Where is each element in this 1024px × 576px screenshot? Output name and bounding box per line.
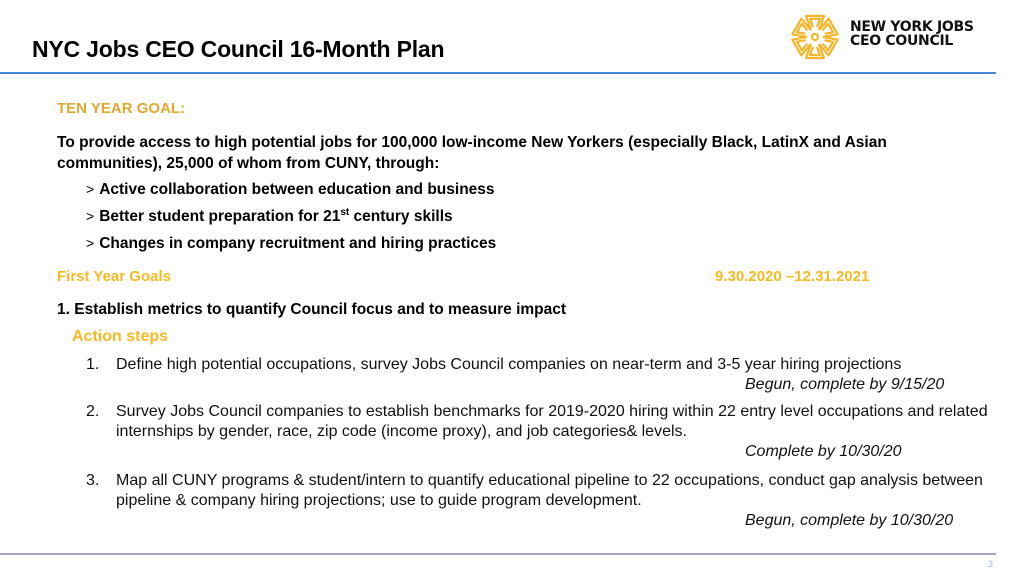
logo [790, 12, 980, 62]
chevron-right-icon: > [86, 235, 95, 251]
step-status: Complete by 10/30/20 [745, 443, 902, 460]
action-steps-heading: Action steps [72, 328, 169, 345]
action-step [86, 471, 1006, 531]
ten-year-goal-heading: TEN YEAR GOAL: [57, 100, 186, 117]
chevron-right-icon: > [86, 208, 95, 224]
page-title: NYC Jobs CEO Council 16-Month Plan [32, 36, 445, 62]
logo-line-1: NEW YORK JOBS [850, 19, 974, 35]
step-number: 3. [86, 472, 100, 489]
goal-bullet [86, 235, 496, 253]
first-year-goals-heading: First Year Goals [57, 268, 171, 285]
bullet-superscript: st [340, 206, 350, 218]
chevron-right-icon: > [86, 181, 95, 197]
bullet-text-tail: century skills [349, 208, 453, 225]
ten-year-goal-text: To provide access to high potential jobs for 100,000 low-income New Yorkers (especially Black, LatinX and Asian communities), 25,000 of whom from CUNY, through: [57, 134, 887, 172]
step-number: 1. [86, 356, 100, 373]
step-text: Survey Jobs Council companies to establish benchmarks for 2019-2020 hiring within 22 entry level occupations and related internships by gender, race, zip code (income proxy), and job categories& levels. [116, 403, 988, 440]
action-step [86, 402, 1006, 462]
footer-divider [0, 553, 996, 555]
step-status: Begun, complete by 9/15/20 [745, 376, 945, 393]
step-number: 2. [86, 403, 100, 420]
hexagon-logo-icon [790, 12, 840, 62]
page-number: 3 [988, 559, 994, 569]
goal-1-heading: 1. Establish metrics to quantify Council focus and to measure impact [57, 301, 567, 318]
bullet-text: Better student preparation for 21 [99, 208, 341, 225]
goal-bullet [86, 181, 495, 199]
goal-bullet [86, 208, 453, 226]
bullet-text: Changes in company recruitment and hiring practices [99, 235, 497, 252]
logo-line-2: CEO COUNCIL [850, 33, 953, 49]
step-text: Define high potential occupations, survey Jobs Council companies on near-term and 3-5 year hiring projections [116, 356, 902, 373]
logo-wordmark [850, 20, 974, 48]
header-divider [0, 72, 996, 74]
step-text: Map all CUNY programs & student/intern to quantify educational pipeline to 22 occupations, conduct gap analysis between pipeline & company hiring projections; use to guide program development. [116, 472, 983, 509]
step-status: Begun, complete by 10/30/20 [745, 512, 954, 529]
action-step [86, 355, 1006, 395]
bullet-text: Active collaboration between education and business [99, 181, 495, 198]
first-year-date-range: 9.30.2020 –12.31.2021 [715, 268, 870, 285]
